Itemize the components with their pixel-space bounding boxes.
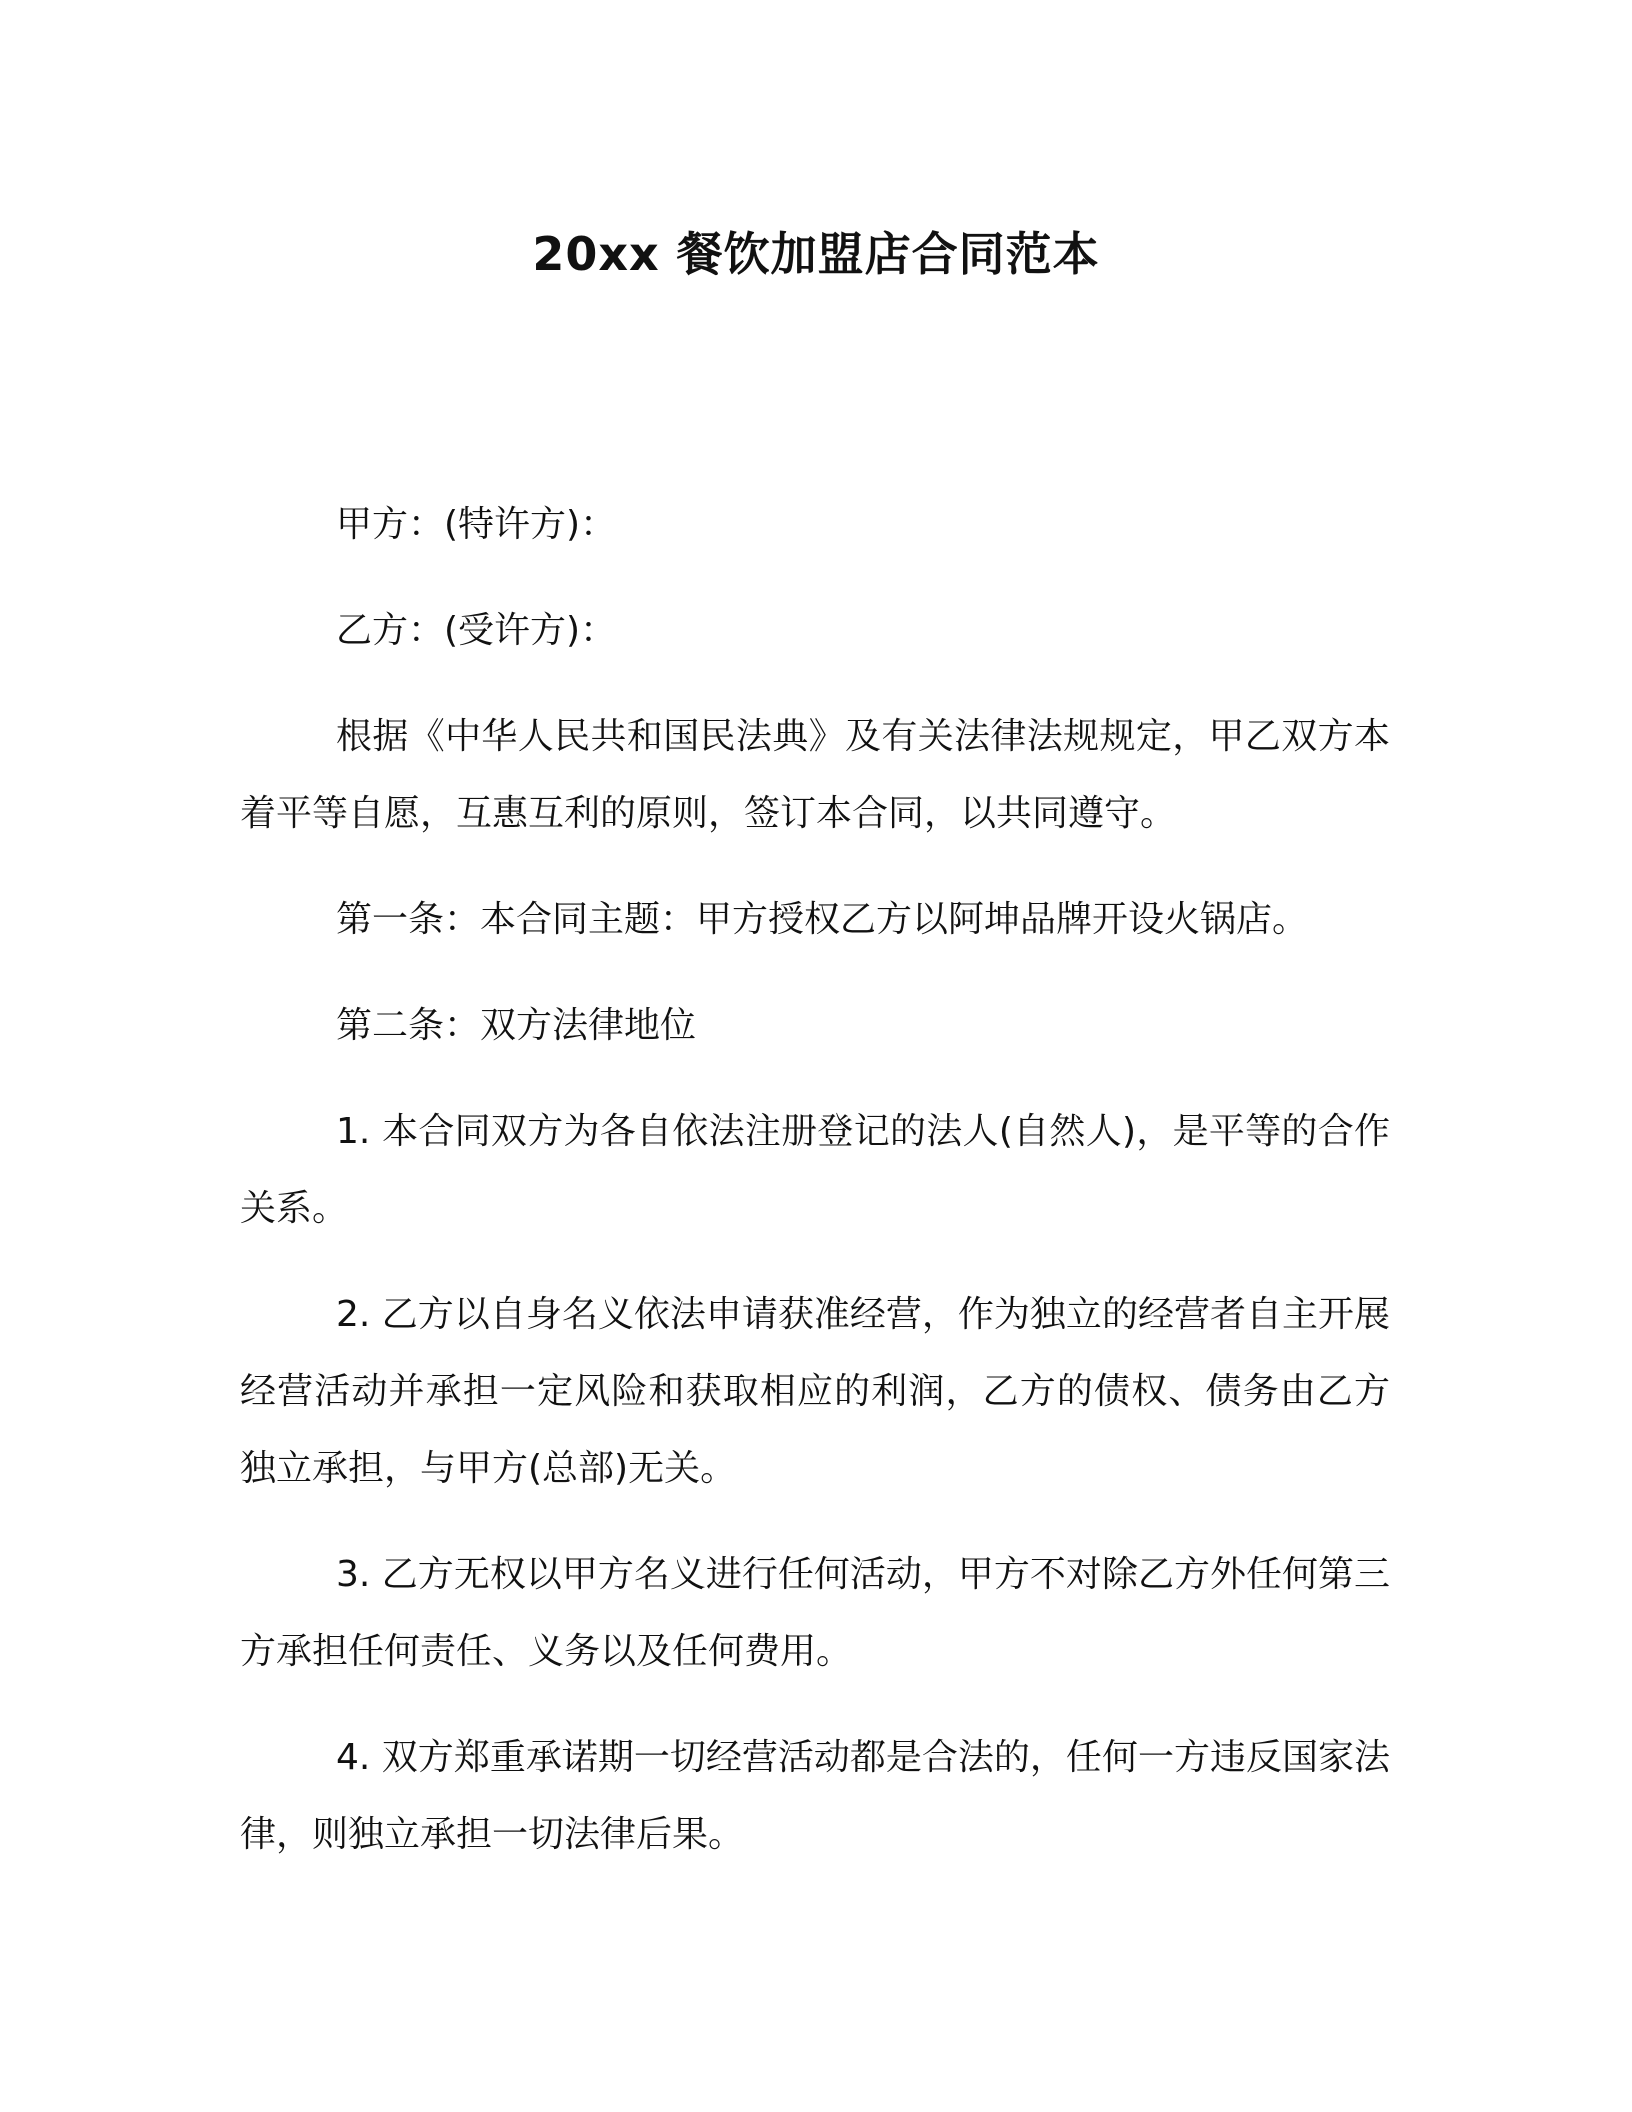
article-two-heading: 第二条：双方法律地位 <box>336 1005 697 1046</box>
document-body <box>240 486 1390 1902</box>
document-title: 20xx 餐饮加盟店合同范本 <box>532 227 1100 281</box>
preamble-paragraph: 根据《中华人民共和国民法典》及有关法律法规规定，甲乙双方本着平等自愿，互惠互利的原则，签订本合同，以共同遵守。 <box>240 716 1390 834</box>
clause-1: 1. 本合同双方为各自依法注册登记的法人(自然人)，是平等的合作关系。 <box>240 1111 1390 1229</box>
clause-2: 2. 乙方以自身名义依法申请获准经营，作为独立的经营者自主开展经营活动并承担一定风险和获取相应的利润，乙方的债权、债务由乙方独立承担，与甲方(总部)无关。 <box>240 1294 1390 1489</box>
clause-4: 4. 双方郑重承诺期一切经营活动都是合法的，任何一方违反国家法律，则独立承担一切法律后果。 <box>240 1737 1390 1855</box>
party-b-line: 乙方：(受许方)： <box>336 610 617 651</box>
clause-3: 3. 乙方无权以甲方名义进行任何活动，甲方不对除乙方外任何第三方承担任何责任、义务以及任何费用。 <box>240 1554 1390 1672</box>
party-a-line: 甲方：(特许方)： <box>336 504 617 545</box>
article-one: 第一条：本合同主题：甲方授权乙方以阿坤品牌开设火锅店。 <box>336 899 1309 940</box>
